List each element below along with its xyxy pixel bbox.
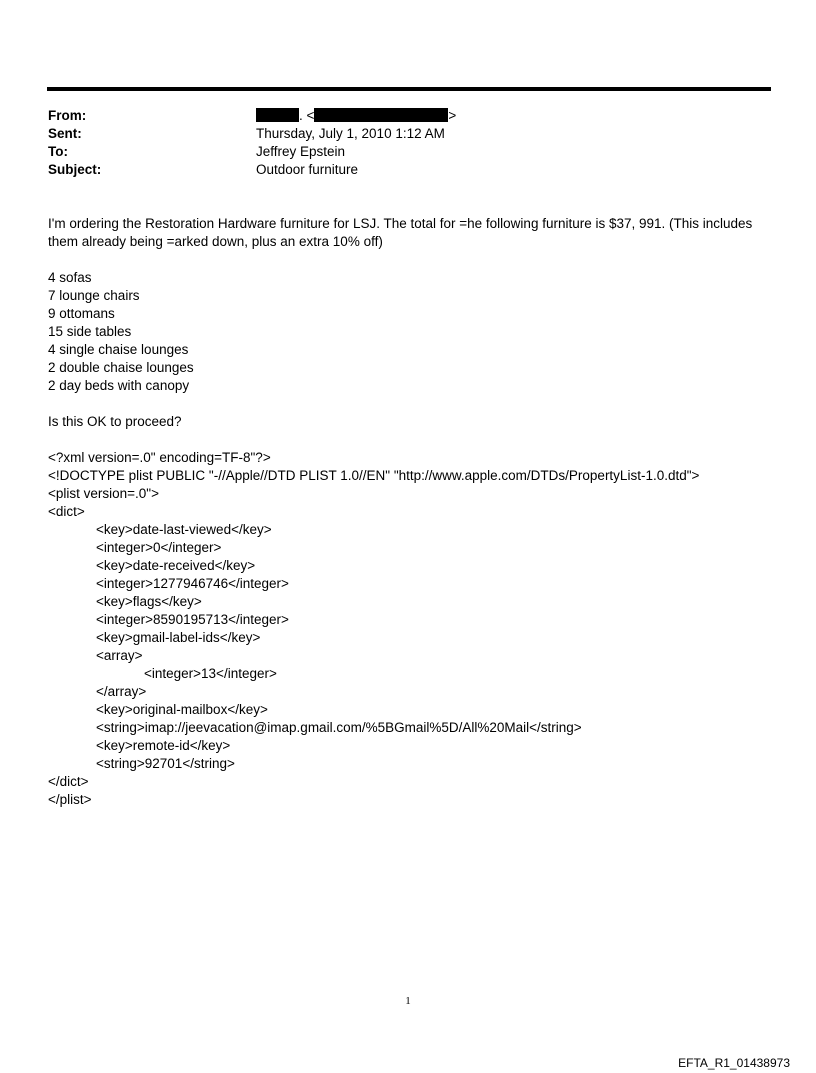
subject-label: Subject: [48, 162, 102, 177]
question-line: Is this OK to proceed? [48, 414, 182, 429]
xml-line: <key>gmail-label-ids</key> [96, 630, 261, 645]
redacted-email [314, 108, 448, 122]
list-item: 2 day beds with canopy [48, 378, 190, 393]
redacted-name [256, 108, 299, 122]
page-number: 1 [405, 995, 411, 1007]
xml-line: <key>date-last-viewed</key> [96, 522, 272, 537]
header-rule [47, 87, 771, 91]
xml-line: <dict> [48, 504, 85, 519]
to-label: To: [48, 144, 68, 159]
xml-line: <integer>13</integer> [144, 666, 277, 681]
xml-line: <array> [96, 648, 143, 663]
to-value: Jeffrey Epstein [256, 144, 346, 159]
from-label: From: [48, 108, 87, 123]
from-value [256, 107, 456, 125]
list-item: 7 lounge chairs [48, 288, 140, 303]
xml-line: <?xml version=.0" encoding=TF-8"?> [48, 450, 271, 465]
subject-value: Outdoor furniture [256, 162, 359, 177]
list-item: 4 sofas [48, 270, 92, 285]
xml-line: <integer>1277946746</integer> [96, 576, 289, 591]
sent-label: Sent: [48, 126, 82, 141]
list-item: 15 side tables [48, 324, 132, 339]
xml-line: </dict> [48, 774, 89, 789]
document-id: EFTA_R1_01438973 [678, 1056, 790, 1070]
xml-line: </array> [96, 684, 147, 699]
xml-line: <key>remote-id</key> [96, 738, 231, 753]
xml-block [48, 449, 768, 809]
list-item: 4 single chaise lounges [48, 342, 189, 357]
from-separator: . < [299, 108, 315, 123]
list-item: 9 ottomans [48, 306, 115, 321]
xml-line: <!DOCTYPE plist PUBLIC "-//Apple//DTD PLIST 1.0//EN" "http://www.apple.com/DTDs/PropertyList-1.0.dtd"> [48, 468, 700, 483]
xml-line: <integer>8590195713</integer> [96, 612, 289, 627]
sent-value: Thursday, July 1, 2010 1:12 AM [256, 126, 445, 141]
email-body [48, 215, 768, 809]
xml-line: <integer>0</integer> [96, 540, 222, 555]
intro-paragraph: I'm ordering the Restoration Hardware furniture for LSJ. The total for =he following furniture is $37, 991. (This includes them already being =arked down, plus an extra 10% off) [48, 216, 753, 249]
xml-line: <key>flags</key> [96, 594, 202, 609]
xml-line: </plist> [48, 792, 92, 807]
xml-line: <string>imap://jeevacation@imap.gmail.com/%5BGmail%5D/All%20Mail</string> [96, 720, 582, 735]
from-close: > [448, 108, 457, 123]
xml-line: <key>original-mailbox</key> [96, 702, 268, 717]
xml-line: <string>92701</string> [96, 756, 235, 771]
xml-line: <key>date-received</key> [96, 558, 256, 573]
list-item: 2 double chaise lounges [48, 360, 194, 375]
xml-line: <plist version=.0"> [48, 486, 159, 501]
